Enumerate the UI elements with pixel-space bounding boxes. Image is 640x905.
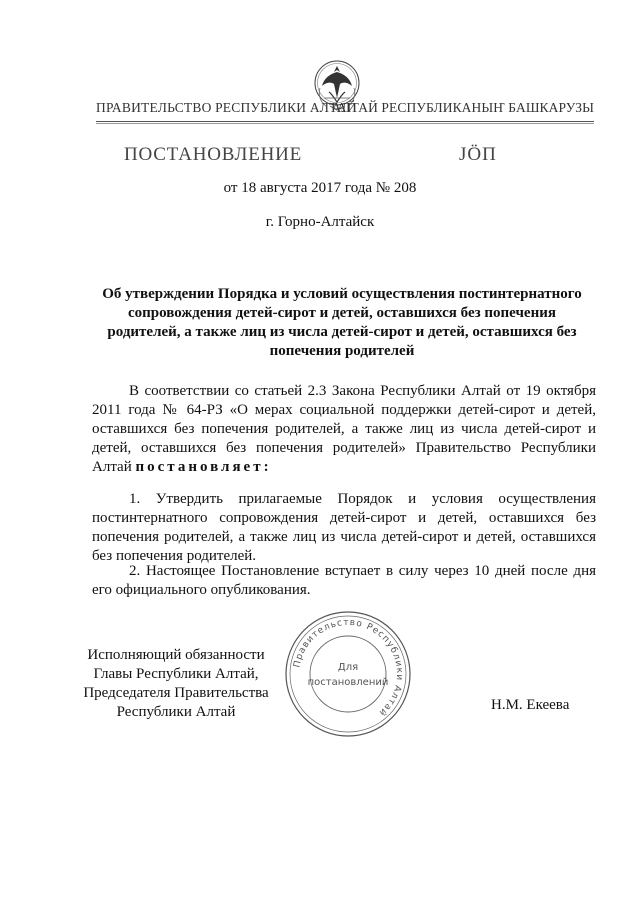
seal-ring-text: Правительство Республики Алтай bbox=[292, 617, 405, 718]
seal-center-line: Для bbox=[337, 662, 359, 673]
position-line: Главы Республики Алтай, bbox=[93, 666, 259, 682]
document-title bbox=[92, 285, 592, 361]
letterhead-left: ПРАВИТЕЛЬСТВО РЕСПУБЛИКИ АЛТАЙ bbox=[96, 100, 357, 115]
title-line: попечения родителей bbox=[269, 343, 415, 359]
title-line: сопровождения детей-сирот и детей, оставшихся без попечения bbox=[128, 305, 556, 321]
letterhead-divider-thin bbox=[96, 123, 594, 124]
item-2 bbox=[92, 562, 596, 600]
doc-kind-alt: JÖП bbox=[459, 144, 497, 165]
doc-kind-ru: ПОСТАНОВЛЕНИЕ bbox=[124, 144, 303, 165]
position-line: Председателя Правительства bbox=[83, 685, 269, 701]
city-line: г. Горно-Алтайск bbox=[265, 214, 375, 230]
signatory-name: Н.М. Екеева bbox=[491, 697, 570, 713]
letterhead bbox=[0, 100, 640, 122]
item-text: 1. Утвердить прилагаемые Порядок и условия осуществления постинтернатного сопровождения детей-сирот и детей, оставшихся без попечения родителей, а также лиц из числа детей-сирот и детей, оставшихся без попечения родителей. bbox=[92, 491, 596, 564]
item-1 bbox=[92, 490, 596, 566]
title-line: родителей, а также лиц из числа детей-сирот и детей, оставшихся без bbox=[107, 324, 577, 340]
decree-word: постановляет: bbox=[135, 459, 272, 475]
letterhead-right: АЛТАЙ РЕСПУБЛИКАНЫҤ БАШКАРУЗЫ bbox=[331, 100, 594, 115]
official-stamp bbox=[282, 608, 414, 740]
item-text: 2. Настоящее Постановление вступает в силу через 10 дней после дня его официального опубликования. bbox=[92, 563, 596, 598]
letterhead-divider bbox=[96, 121, 594, 122]
seal-center-line: постановлений bbox=[307, 677, 389, 688]
position-line: Республики Алтай bbox=[116, 704, 236, 720]
date-line: от 18 августа 2017 года № 208 bbox=[223, 180, 417, 196]
preamble-paragraph bbox=[92, 382, 596, 477]
preamble-text: В соответствии со статьей 2.3 Закона Республики Алтай от 19 октября 2011 года № 64-РЗ «О мерах социальной поддержки детей-сирот и детей, оставшихся без попечения родителей, а также лиц из числа детей-сирот и детей, оставшихся без попечения родителей» Правительство Республики Алтай bbox=[92, 383, 596, 475]
title-line: Об утверждении Порядка и условий осуществления постинтернатного bbox=[102, 286, 582, 302]
signatory-position bbox=[76, 646, 276, 722]
position-line: Исполняющий обязанности bbox=[87, 647, 265, 663]
